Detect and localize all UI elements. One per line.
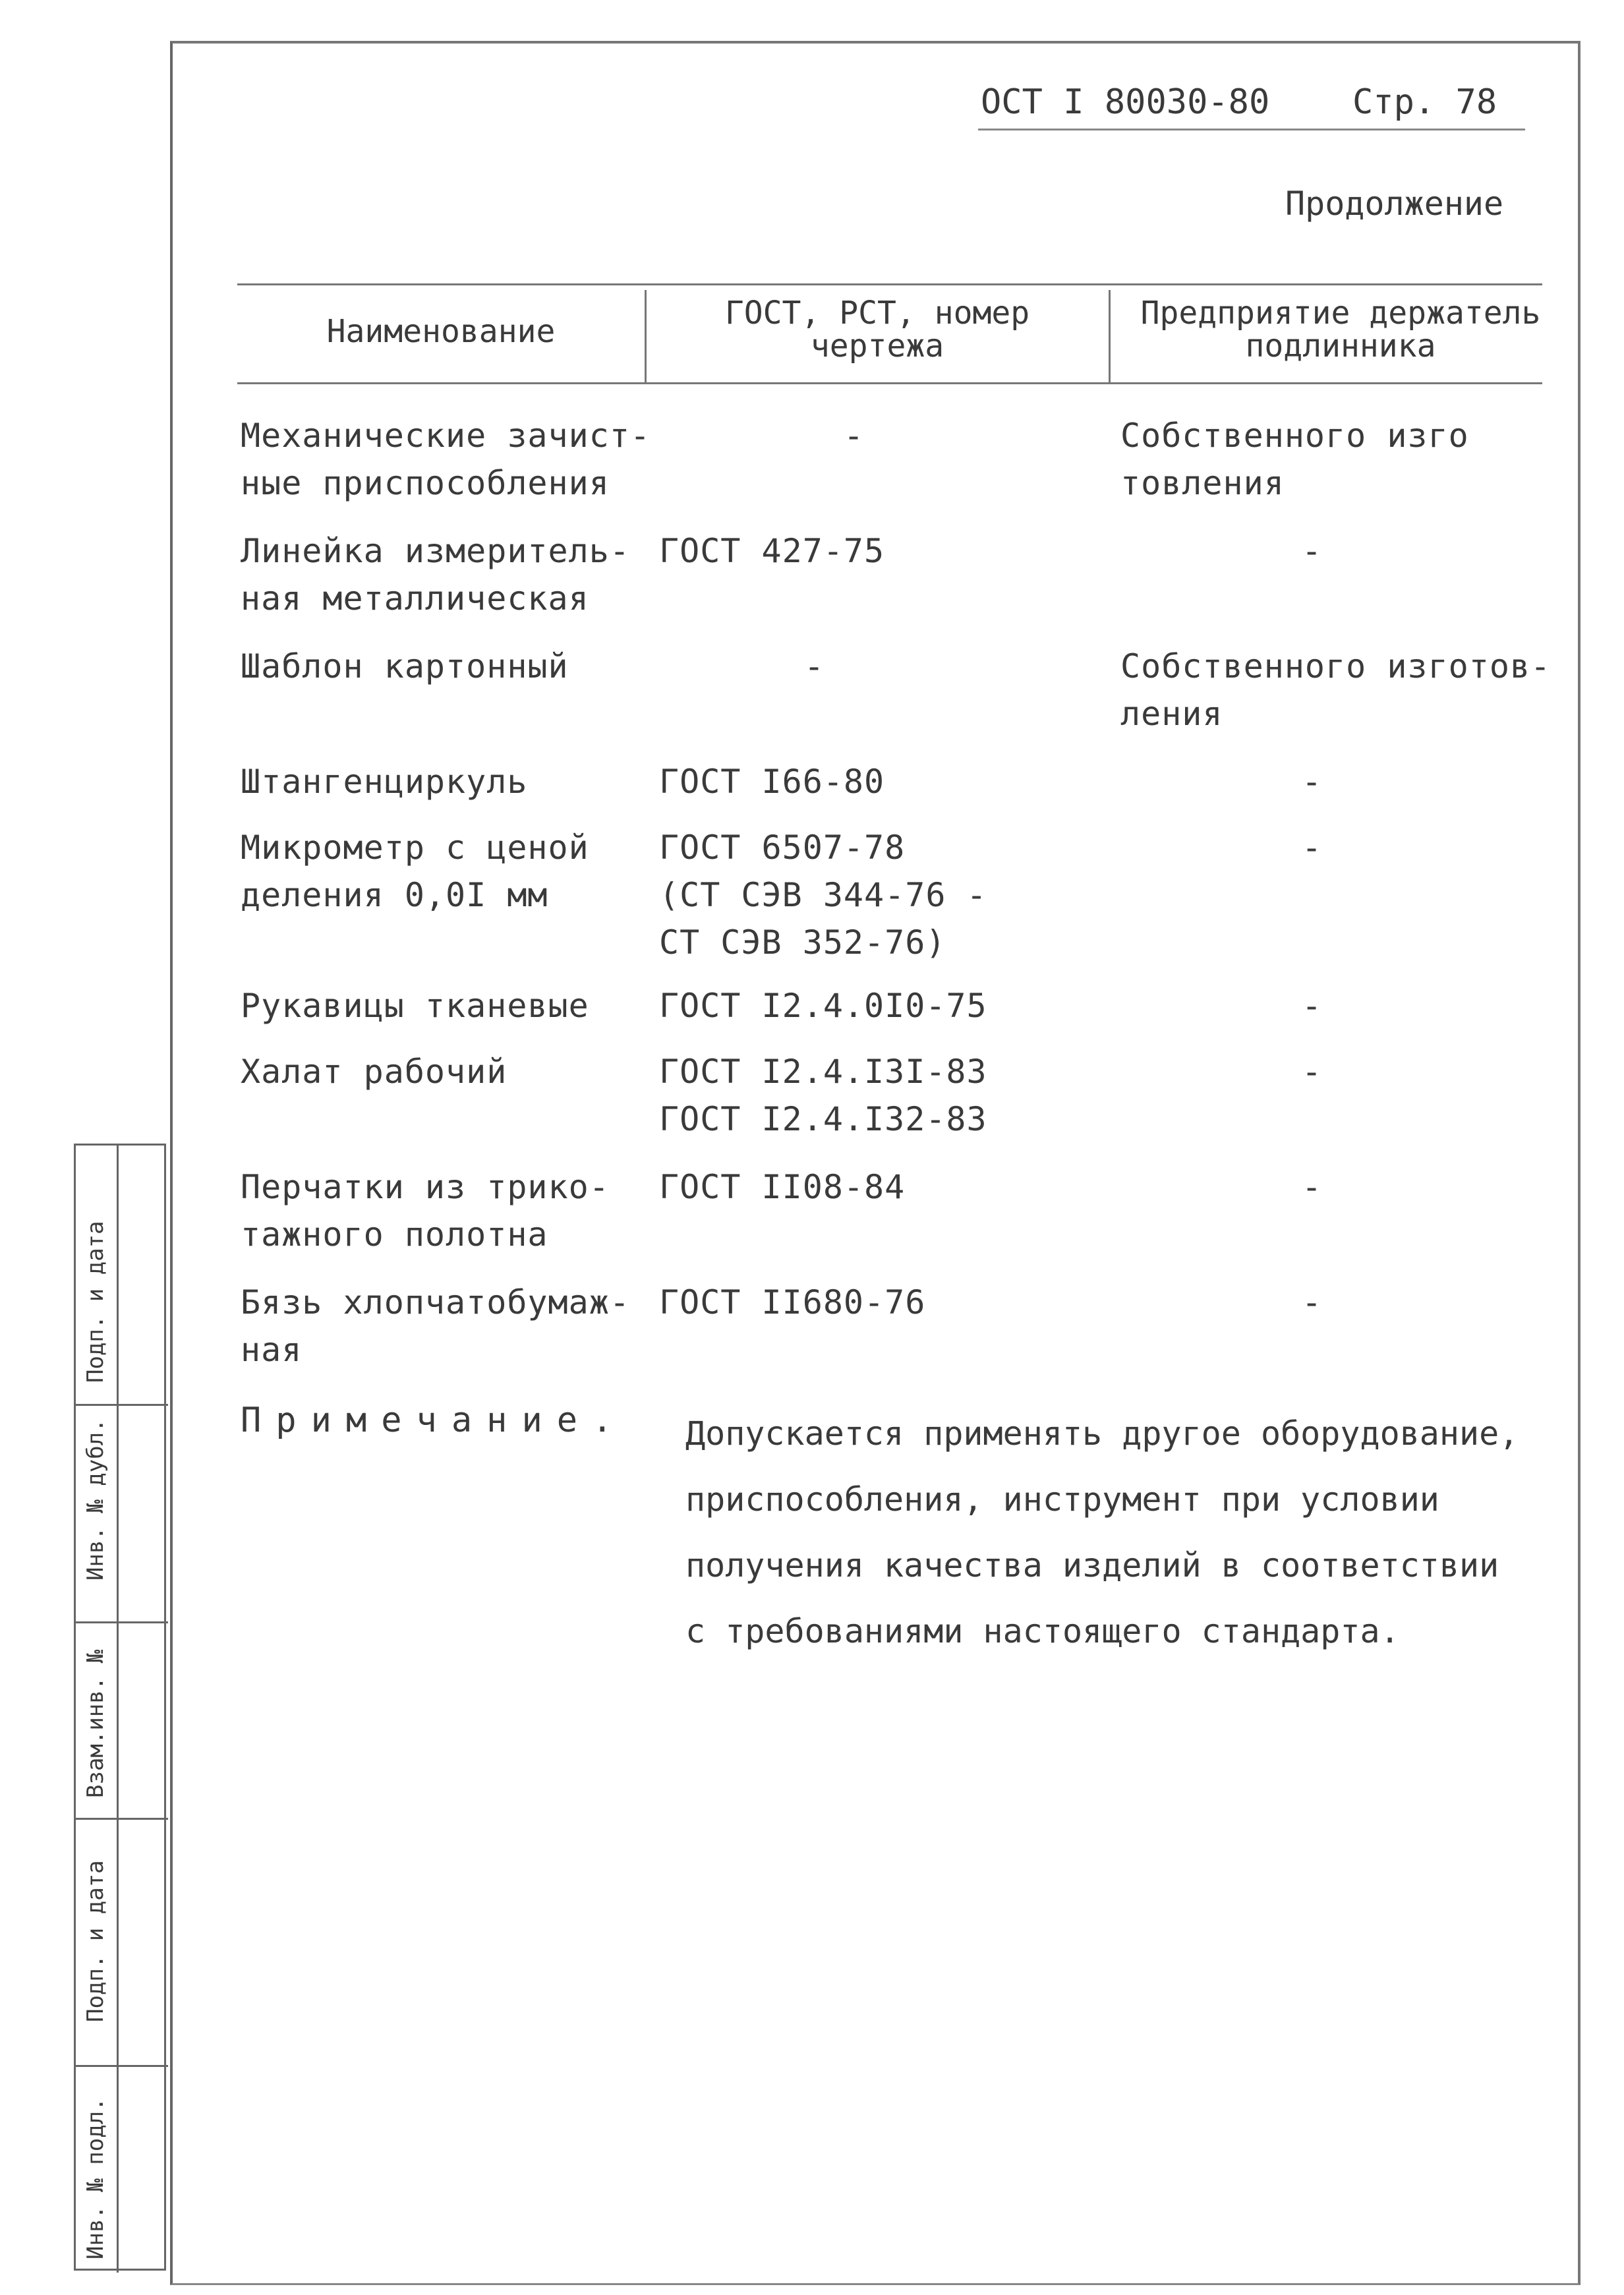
stamp-replacement-inventory: Взам.инв. № — [82, 1649, 109, 1798]
stamp-divider — [76, 1818, 168, 1820]
note-text: Допускается применять другое оборудование, приспособления, инструмент при условии получения качества изделий в соответствии с требованиями настоящего стандарта. — [685, 1414, 1519, 1650]
side-stamp — [74, 1144, 166, 2271]
stamp-original-inventory: Инв. № подл. — [82, 2097, 109, 2259]
row-name: Микрометр с ценой деления 0,0I мм — [241, 828, 589, 914]
row-gost: ГОСТ 427-75 — [659, 532, 885, 570]
table-header-rule — [237, 382, 1542, 384]
row-gost: ГОСТ II08-84 — [659, 1168, 906, 1206]
column-header-name: Наименование — [326, 313, 556, 350]
row-enterprise: Собственного изготов- ления — [1120, 647, 1552, 733]
row-enterprise: - — [1302, 1053, 1323, 1091]
column-header-gost: ГОСТ, РСТ, номер чертежа — [724, 295, 1030, 364]
row-gost: ГОСТ 6507-78 (СТ СЭВ 344-76 - СТ СЭВ 352-76) — [659, 828, 987, 962]
row-name: Шаблон картонный — [241, 647, 569, 685]
row-enterprise: - — [1302, 532, 1323, 570]
row-enterprise: - — [1302, 987, 1323, 1025]
note-label: Примечание. — [241, 1401, 627, 1440]
row-enterprise: - — [1302, 1168, 1323, 1206]
standard-number: ОСТ I 80030-80 — [981, 82, 1270, 122]
stamp-duplicate-inventory: Инв. № дубл. — [82, 1418, 109, 1581]
row-enterprise: - — [1302, 763, 1323, 801]
row-name: Рукавицы тканевые — [241, 987, 589, 1025]
row-name: Механические зачист- ные приспособления — [241, 417, 651, 502]
row-name: Штангенциркуль — [241, 763, 528, 801]
continuation-label: Продолжение — [1285, 185, 1504, 223]
table-top-rule — [237, 283, 1542, 285]
row-gost: - — [804, 647, 825, 685]
stamp-signature-date-1: Подп. и дата — [82, 1221, 109, 1383]
row-name: Бязь хлопчатобумаж- ная — [241, 1283, 630, 1369]
row-name: Линейка измеритель- ная металлическая — [241, 532, 630, 618]
row-enterprise: - — [1302, 828, 1323, 867]
row-name: Халат рабочий — [241, 1053, 508, 1091]
row-enterprise: - — [1302, 1283, 1323, 1322]
stamp-signature-date-2: Подп. и дата — [82, 1860, 109, 2022]
page-number: Стр. 78 — [1352, 82, 1497, 122]
row-gost: ГОСТ II680-76 — [659, 1283, 926, 1322]
row-name: Перчатки из трико- тажного полотна — [241, 1168, 610, 1254]
row-enterprise: Собственного изго товления — [1120, 417, 1469, 502]
header-underline — [978, 129, 1525, 131]
row-gost: ГОСТ I66-80 — [659, 763, 885, 801]
stamp-divider — [76, 1621, 168, 1623]
row-gost: - — [844, 417, 865, 455]
column-header-enterprise: Предприятие держатель подлинника — [1140, 295, 1541, 364]
row-gost: ГОСТ I2.4.0I0-75 — [659, 987, 987, 1025]
row-gost: ГОСТ I2.4.I3I-83 ГОСТ I2.4.I32-83 — [659, 1053, 987, 1138]
stamp-divider — [76, 2065, 168, 2067]
stamp-divider — [76, 1404, 168, 1406]
